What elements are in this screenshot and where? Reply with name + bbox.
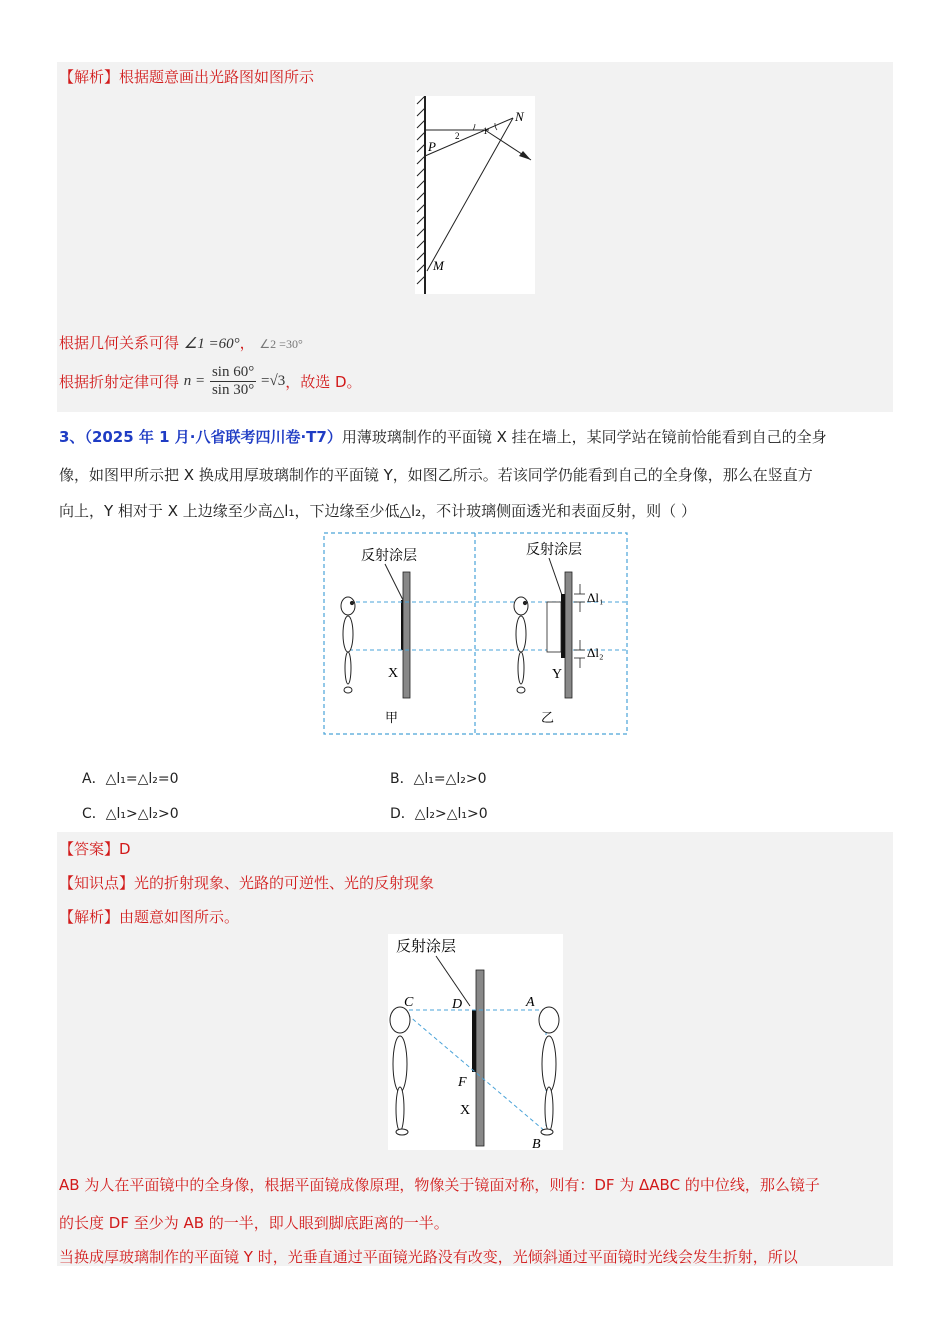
label-N: N — [515, 109, 524, 124]
option-d[interactable]: D．△l₂>△l₁>0 — [390, 806, 488, 822]
mirror-x-3 — [476, 970, 484, 1146]
label-panel-right: 乙 — [541, 710, 555, 725]
figure-1-light-path — [415, 96, 535, 294]
explanation-line-2 — [59, 1212, 449, 1233]
person-image — [539, 1007, 559, 1135]
person-real — [390, 1007, 410, 1135]
analysis-tag: 【解析】 — [59, 68, 120, 86]
question-number: 3、 — [59, 428, 85, 446]
answer-tag: 【答案】 — [59, 840, 120, 858]
coating-pointer-right — [549, 558, 563, 598]
answer-line — [59, 838, 131, 859]
mirror-y-frame — [565, 572, 572, 698]
light-path-diagram — [415, 96, 535, 294]
explanation-line-3 — [59, 1246, 798, 1267]
figure-3-mirror-geometry — [388, 934, 563, 1150]
refraction-prefix: 根据折射定律可得 — [59, 373, 180, 391]
question-line-3 — [59, 500, 696, 521]
knowledge-text: 光的折射现象、光路的可逆性、光的反射现象 — [134, 874, 435, 892]
option-c[interactable]: C．△l₁>△l₂>0 — [82, 806, 179, 822]
angle-1-value: ∠1 =60° — [183, 336, 240, 352]
arrow-head — [519, 151, 531, 160]
ray-n-m — [427, 118, 513, 271]
coating-pointer-left — [385, 564, 403, 600]
answer-value: D — [119, 840, 131, 858]
analysis-line-2 — [59, 906, 239, 927]
option-a[interactable]: A．△l₁=△l₂=0 — [82, 771, 179, 787]
angle-arc-1 — [495, 123, 497, 130]
fraction-denominator: sin 30° — [211, 382, 255, 398]
question-text-2: 像，如图甲所示把 X 换成用厚玻璃制作的平面镜 Y，如图乙所示。若该同学仍能看到自己的全身像，那么在竖直方 — [59, 466, 813, 484]
explanation-text-1: AB 为人在平面镜中的全身像，根据平面镜成像原理，物像关于镜面对称，则有：DF 为 ΔABC 的中位线，那么镜子 — [59, 1176, 820, 1194]
label-M: M — [433, 258, 444, 273]
analysis-text: 根据题意画出光路图如图所示 — [119, 68, 315, 86]
conclusion-text: ，故选 D。 — [285, 373, 362, 391]
question-text-3: 向上，Y 相对于 X 上边缘至少高△l₁，下边缘至少低△l₂，不计玻璃侧面透光和表面反射，则（ ） — [59, 502, 696, 520]
mirror-y-glass — [547, 602, 561, 652]
question-text-1: 用薄玻璃制作的平面镜 X 挂在墙上，某同学站在镜前恰能看到自己的全身 — [341, 428, 827, 446]
angle-2-value: ∠2 =30° — [259, 337, 303, 351]
label-C: C — [404, 995, 414, 1010]
label-dl1: Δl₁ — [587, 590, 604, 605]
mirror-geometry-diagram — [388, 934, 563, 1150]
n-equals: n = — [183, 373, 206, 389]
analysis-tag-2: 【解析】 — [59, 908, 120, 926]
person-left — [341, 597, 355, 693]
question-line-2 — [59, 464, 813, 485]
coating-y — [561, 594, 565, 658]
label-X: X — [388, 666, 399, 681]
label-angle-2: 2 — [455, 131, 460, 141]
angle-arc-2 — [473, 124, 475, 130]
sine-fraction — [210, 364, 256, 399]
figure-2-mirrors — [323, 532, 628, 736]
question-line-1 — [59, 426, 827, 447]
question-source: （2025 年 1 月·八省联考四川卷·T7） — [84, 428, 342, 446]
label-F: F — [458, 1075, 467, 1090]
analysis-line — [59, 66, 314, 87]
mirror-x — [403, 572, 410, 698]
label-coating-right: 反射涂层 — [526, 543, 582, 558]
ray-p-n — [425, 118, 513, 156]
label-P: P — [428, 139, 436, 154]
label-panel-left: 甲 — [385, 710, 399, 725]
angle-separator: ， — [239, 334, 255, 352]
analysis-text-2: 由题意如图所示。 — [119, 908, 240, 926]
person-right — [514, 597, 528, 693]
coating-df — [472, 1010, 476, 1072]
knowledge-line — [59, 872, 434, 893]
geometry-prefix: 根据几何关系可得 — [59, 334, 180, 352]
fraction-numerator: sin 60° — [211, 364, 255, 380]
explanation-line-1 — [59, 1174, 820, 1195]
explanation-text-3: 当换成厚玻璃制作的平面镜 Y 时，光垂直通过平面镜光路没有改变，光倾斜通过平面镜时光线会发生折射，所以 — [59, 1248, 798, 1266]
label-coating-3: 反射涂层 — [396, 939, 457, 955]
dimension-marks — [574, 584, 585, 668]
knowledge-tag: 【知识点】 — [59, 874, 135, 892]
label-X-3: X — [460, 1103, 471, 1118]
option-b[interactable]: B．△l₁=△l₂>0 — [390, 771, 487, 787]
coating-x — [401, 600, 403, 650]
label-D: D — [452, 997, 463, 1012]
n-result: =√3 — [261, 373, 286, 389]
label-coating-left: 反射涂层 — [361, 549, 417, 564]
label-A: A — [526, 995, 535, 1010]
label-Y: Y — [552, 667, 563, 682]
label-dl2: Δl₂ — [587, 645, 604, 660]
mirror-comparison-diagram — [323, 532, 628, 736]
label-B: B — [532, 1137, 541, 1150]
explanation-text-2: 的长度 DF 至少为 AB 的一半，即人眼到脚底距离的一半。 — [59, 1214, 449, 1232]
label-angle-1: 1 — [483, 126, 488, 136]
wall-hatching — [417, 96, 425, 284]
geometry-line — [59, 332, 303, 353]
refraction-line — [59, 364, 362, 399]
